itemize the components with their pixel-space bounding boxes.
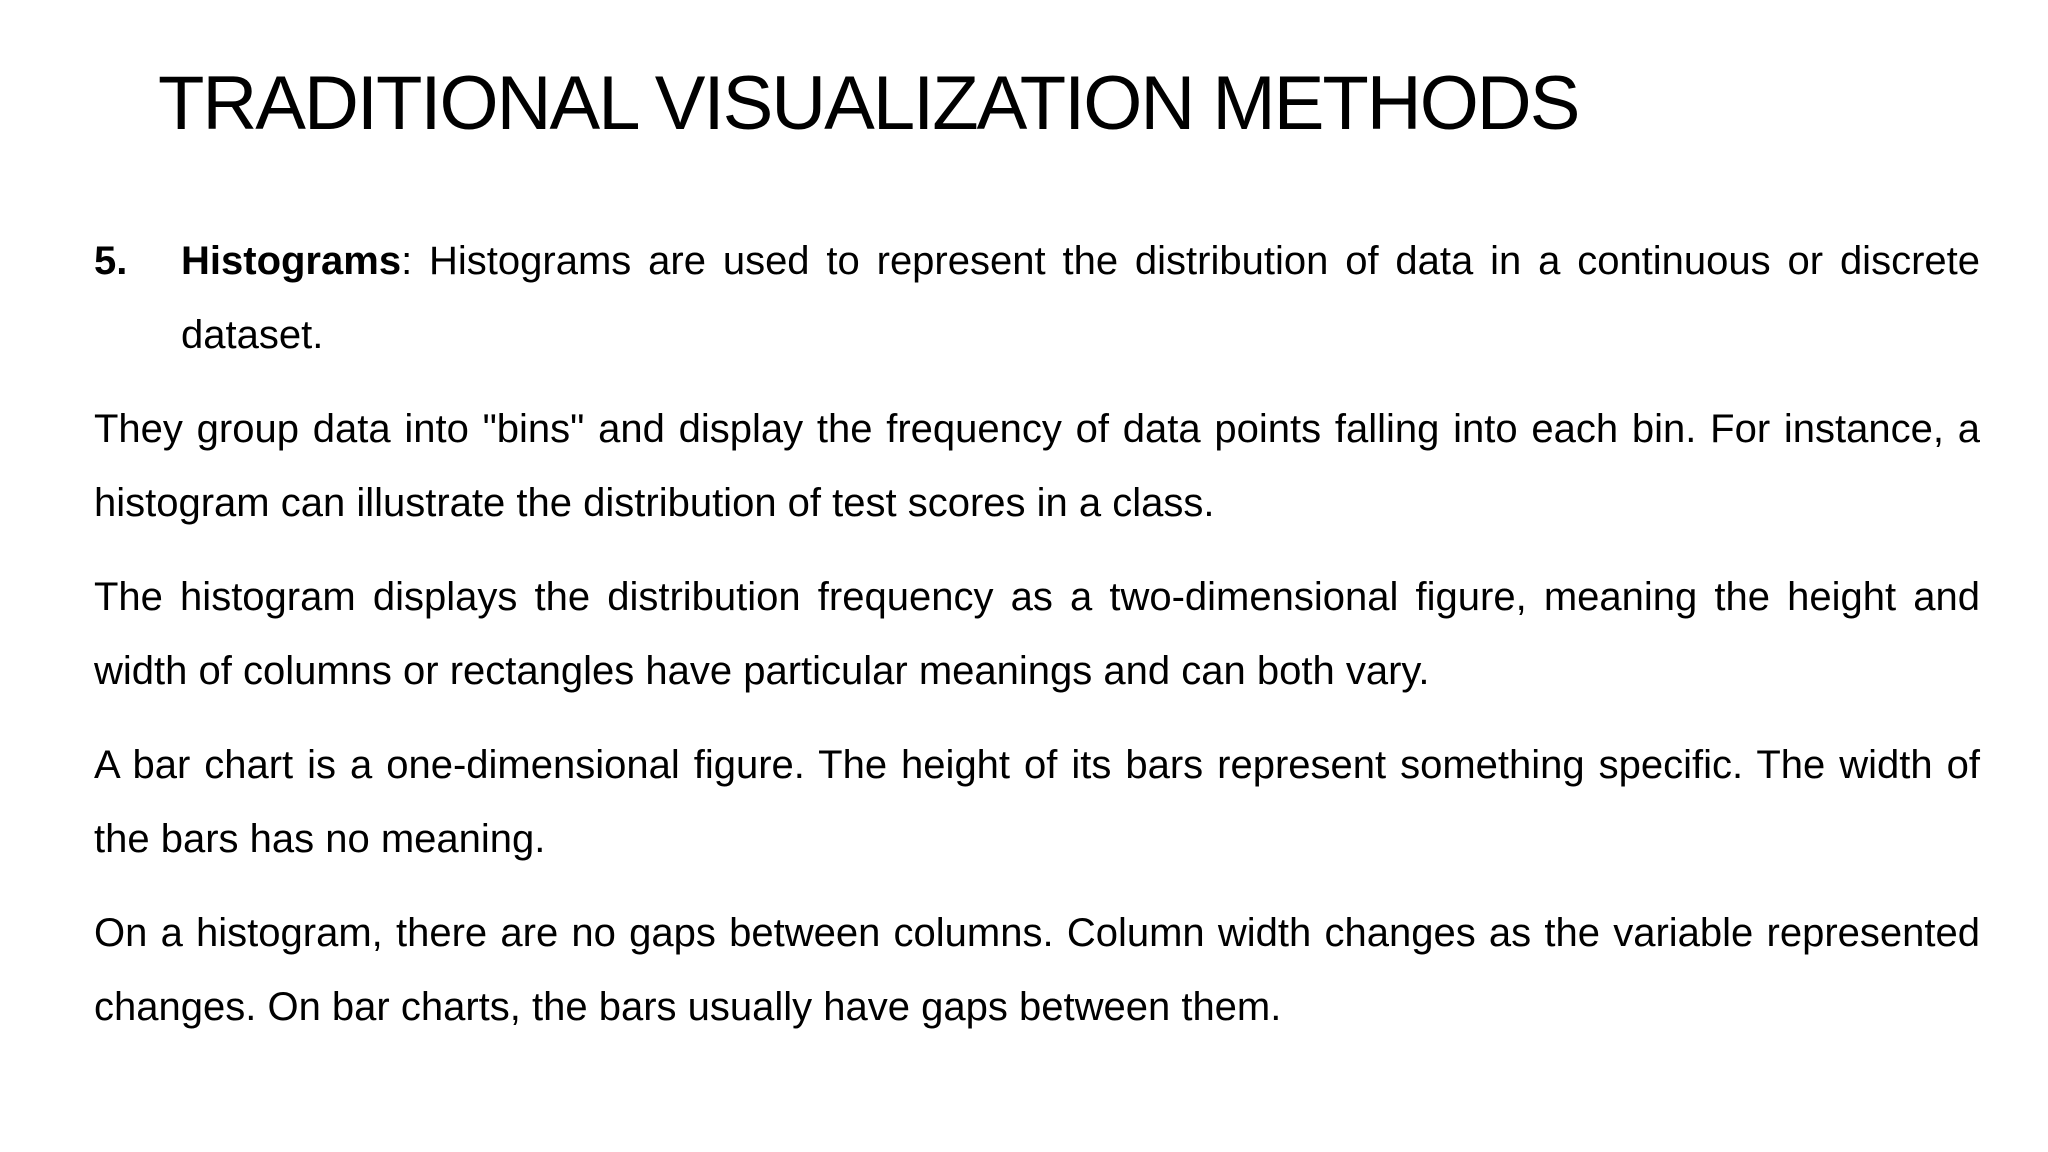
paragraph-gaps: On a histogram, there are no gaps between columns. Column width changes as the variable represented changes. On bar charts, the bars usually have gaps between them. (94, 911, 1980, 1029)
item-number: 5. (94, 239, 128, 283)
paragraph-bins: They group data into "bins" and display the frequency of data points falling into each bin. For instance, a histogram can illustrate the distribution of test scores in a class. (94, 407, 1980, 525)
item-separator: : (401, 239, 413, 283)
paragraph-bar-chart: A bar chart is a one-dimensional figure. The height of its bars represent something specific. The width of the bars has no meaning. (94, 743, 1980, 861)
slide-body (94, 224, 1980, 1064)
numbered-item-histograms (94, 224, 1980, 372)
item-content (181, 224, 1980, 372)
paragraph-two-dimensional: The histogram displays the distribution frequency as a two-dimensional figure, meaning the height and width of columns or rectangles have particular meanings and can both vary. (94, 575, 1980, 693)
slide-title: TRADITIONAL VISUALIZATION METHODS (158, 61, 1579, 146)
item-text: Histograms are used to represent the distribution of data in a continuous or discrete dataset. (181, 239, 1980, 357)
item-term: Histograms (181, 239, 402, 283)
